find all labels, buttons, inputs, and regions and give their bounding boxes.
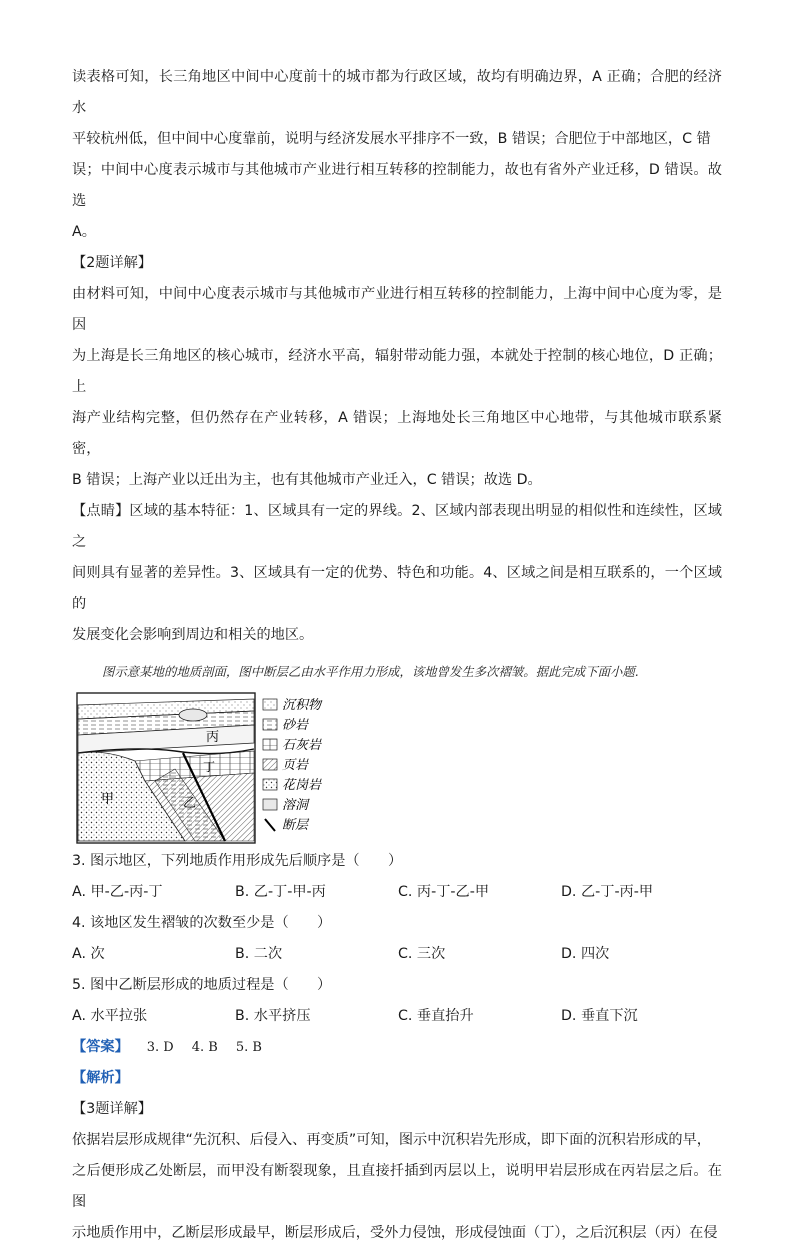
text-line: 发展变化会影响到周边和相关的地区。	[72, 627, 314, 643]
question-4-options	[72, 939, 722, 970]
text-line: 为上海是长三角地区的核心城市，经济水平高，辐射带动能力强，本就处于控制的核心地位，D 正确；上	[72, 348, 722, 395]
text-line: 误；中间中心度表示城市与其他城市产业进行相互转移的控制能力，故也有省外产业迁移，D 错误。故选	[72, 162, 722, 209]
text-line: 平较杭州低，但中间中心度靠前，说明与经济发展水平排序不一致，B 错误；合肥位于中部地区，C 错	[72, 131, 711, 147]
legend-swatch-fault	[265, 819, 275, 831]
option-b: B. 乙-丁-甲-丙	[235, 884, 326, 900]
text-line: 【点睛】区域的基本特征：1、区域具有一定的界线。2、区域内部表现出明显的相似性和连续性，区域之	[72, 503, 722, 550]
text-line: 由材料可知，中间中心度表示城市与其他城市产业进行相互转移的控制能力，上海中间中心度为零，是因	[72, 286, 722, 333]
legend-swatch-cave	[263, 799, 277, 810]
figure-legend	[263, 698, 323, 833]
text-line: 依据岩层形成规律“先沉积、后侵入、再变质”可知，图示中沉积岩先形成，即下面的沉积岩形成的早，	[72, 1132, 711, 1148]
label-bing: 丙	[206, 730, 220, 745]
question-4-stem: 4. 该地区发生褶皱的次数至少是（ ）	[72, 915, 332, 931]
figure-caption: 图示意某地的地质剖面，图中断层乙由水平作用力形成，该地曾发生多次褶皱。据此完成下面小题.	[102, 664, 639, 679]
option-a: A. 次	[72, 946, 105, 962]
question-3-options	[72, 877, 722, 908]
geologic-section-svg	[75, 691, 365, 846]
option-c: C. 垂直抬升	[398, 1008, 474, 1024]
option-b: B. 水平挤压	[235, 1008, 311, 1024]
option-b: B. 二次	[235, 946, 283, 962]
answer-row	[72, 1032, 722, 1063]
legend-swatch-sandstone	[263, 719, 277, 730]
option-d: D. 垂直下沉	[561, 1008, 638, 1024]
option-c: C. 三次	[398, 946, 446, 962]
label-ding: 丁	[203, 760, 216, 774]
question-5-options	[72, 1001, 722, 1032]
option-d: D. 乙-丁-丙-甲	[561, 884, 654, 900]
legend-label: 花岗岩	[282, 778, 322, 793]
legend-label: 沉积物	[282, 698, 322, 713]
legend-label: 石灰岩	[282, 738, 322, 753]
legend-swatch-sediment	[263, 699, 277, 710]
cave-shape	[179, 709, 207, 721]
option-c: C. 丙-丁-乙-甲	[398, 884, 490, 900]
analysis-label: 【解析】	[72, 1070, 129, 1086]
question-5-stem: 5. 图中乙断层形成的地质过程是（ ）	[72, 977, 332, 993]
legend-label: 断层	[282, 818, 309, 833]
geologic-section-figure	[75, 691, 365, 846]
text-line: B 错误；上海产业以迁出为主，也有其他城市产业迁入，C 错误；故选 D。	[72, 472, 542, 488]
option-a: A. 甲-乙-丙-丁	[72, 884, 163, 900]
text-line: 海产业结构完整，但仍然存在产业转移，A 错误；上海地处长三角地区中心地带，与其他城市联系紧密，	[72, 410, 722, 457]
legend-label: 溶洞	[282, 798, 309, 813]
answer-item: 3. D	[146, 1040, 174, 1055]
answer-item: 4. B	[191, 1040, 218, 1055]
text-line: 之后便形成乙处断层，而甲没有断裂现象，且直接扦插到丙层以上，说明甲岩层形成在丙岩层之后。在图	[72, 1163, 722, 1210]
option-a: A. 水平拉张	[72, 1008, 148, 1024]
legend-swatch-limestone	[263, 739, 277, 750]
answer-label: 【答案】	[72, 1039, 129, 1055]
text-line: 示地质作用中，乙断层形成最早，断层形成后，受外力侵蚀，形成侵蚀面（丁），之后沉积层（丙）在侵	[72, 1225, 718, 1241]
question-3-stem: 3. 图示地区，下列地质作用形成先后顺序是（ ）	[72, 853, 403, 869]
text-line: 读表格可知，长三角地区中间中心度前十的城市都为行政区域，故均有明确边界，A 正确；合肥的经济水	[72, 69, 722, 116]
legend-label: 砂岩	[282, 718, 309, 733]
legend-swatch-shale	[263, 759, 277, 770]
legend-label: 页岩	[282, 758, 309, 773]
document-page	[72, 62, 722, 1249]
option-d: D. 四次	[561, 946, 610, 962]
legend-swatch-granite	[263, 779, 277, 790]
section-heading-q2: 【2题详解】	[72, 255, 152, 271]
text-line: A。	[72, 224, 96, 240]
paragraph-key-point	[72, 496, 722, 651]
paragraph-q3-explanation	[72, 1125, 722, 1249]
paragraph-q2-explanation	[72, 279, 722, 496]
section-heading-q3: 【3题详解】	[72, 1101, 152, 1117]
text-line: 间则具有显著的差异性。3、区域具有一定的优势、特色和功能。4、区域之间是相互联系的，一个区域的	[72, 565, 722, 612]
label-yi: 乙	[183, 796, 197, 811]
paragraph-q1-explanation	[72, 62, 722, 248]
label-jia: 甲	[101, 792, 115, 807]
answer-item: 5. B	[235, 1040, 262, 1055]
